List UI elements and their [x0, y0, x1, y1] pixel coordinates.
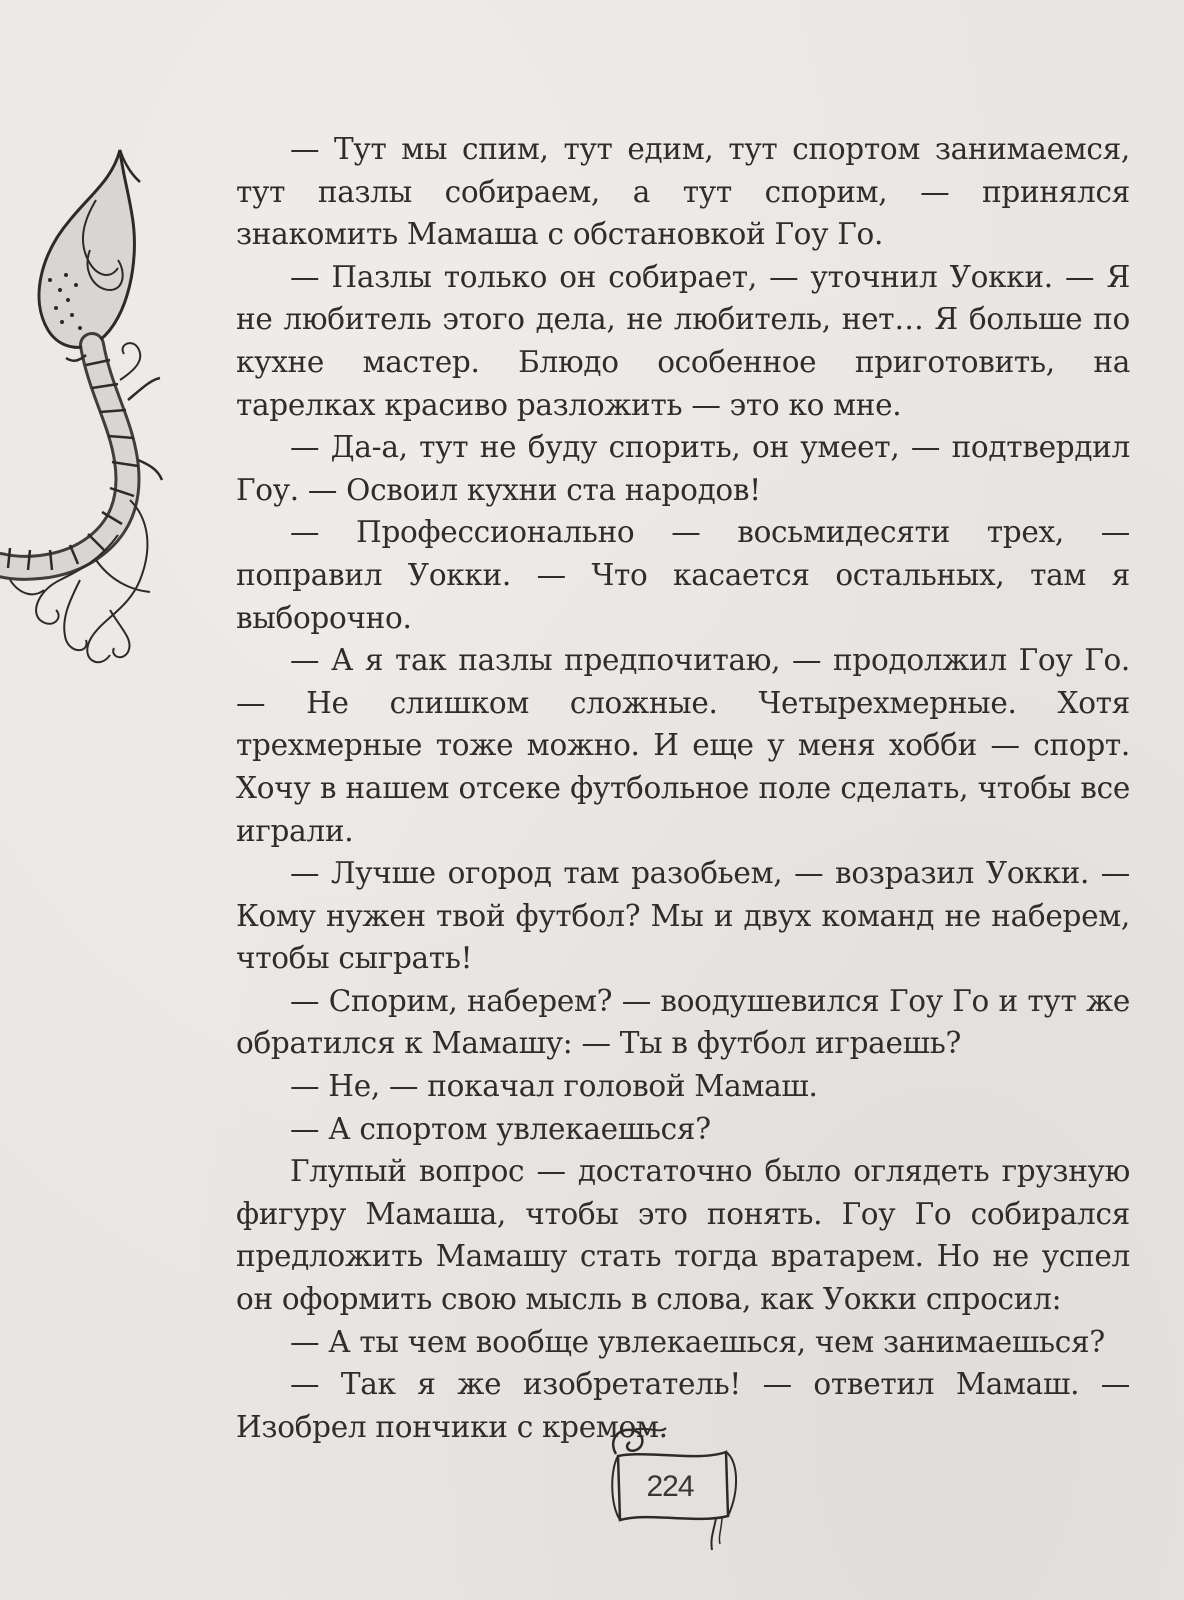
- paragraph: — А спортом увлекаешься?: [290, 1111, 711, 1146]
- scorpion-tail-ornament-icon: [0, 140, 170, 700]
- paragraph: Глупый вопрос — достаточно было оглядеть грузную фигуру Мамаша, чтобы это понять. Гоу Го собирался предложить Мамашу стать тогда вратарем. Но не успел он оформить свою мысль в слова, как Уокки спросил:: [236, 1154, 1130, 1317]
- paragraph: — А ты чем вообще увлекаешься, чем занимаешься?: [290, 1324, 1105, 1359]
- paragraph: — А я так пазлы предпочитаю, — продолжил Гоу Го. — Не слишком сложные. Четырехмерные. Хотя трехмерные тоже можно. И еще у меня хобби — спорт. Хочу в нашем отсеке футбольное поле сделать, чтобы все играли.: [236, 643, 1130, 848]
- paragraph: — Так я же изобретатель! — ответил Мамаш. — Изобрел пончики с кремом.: [236, 1367, 1130, 1444]
- paragraph: — Да-а, тут не буду спорить, он умеет, — подтвердил Гоу. — Освоил кухни ста народов!: [236, 430, 1130, 507]
- page-number: 224: [646, 1470, 694, 1503]
- paragraph: — Не, — покачал головой Мамаш.: [290, 1069, 818, 1104]
- page-number-banner: [598, 1420, 748, 1560]
- paragraph: — Лучше огород там разобьем, — возразил Уокки. — Кому нужен твой футбол? Мы и двух команд не наберем, чтобы сыграть!: [236, 856, 1130, 976]
- paragraph: — Спорим, наберем? — воодушевился Гоу Го и тут же обратился к Мамашу: — Ты в футбол играешь?: [236, 983, 1130, 1061]
- paragraph: — Тут мы спим, тут едим, тут спортом занимаемся, тут пазлы собираем, а тут спорим, — принялся знакомить Мамаша с обстановкой Гоу Го.: [236, 132, 1130, 252]
- paragraph: — Профессионально — восьмидесяти трех, — поправил Уокки. — Что касается остальных, там я выборочно.: [236, 515, 1130, 635]
- paragraph: — Пазлы только он собирает, — уточнил Уокки. — Я не любитель этого дела, не любитель, нет… Я больше по кухне мастер. Блюдо особенное приготовить, на тарелках красиво разложить — это ко мне.: [236, 259, 1130, 422]
- body-text: [236, 128, 1130, 1448]
